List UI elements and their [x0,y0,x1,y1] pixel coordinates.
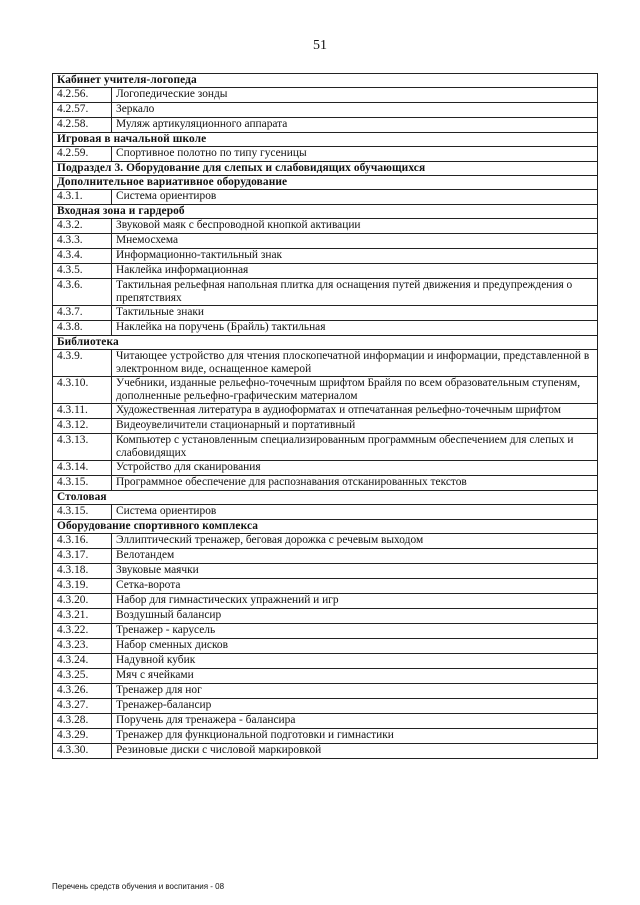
table-row [53,624,598,639]
item-description: Программное обеспечение для распознавания отсканированных текстов [112,476,598,491]
item-number: 4.3.9. [53,350,112,377]
item-number: 4.3.15. [53,476,112,491]
item-number: 4.3.1. [53,190,112,205]
item-number: 4.3.11. [53,404,112,419]
table-row [53,434,598,461]
item-description: Велотандем [112,549,598,564]
item-description: Наклейка информационная [112,264,598,279]
section-heading-row [53,205,598,219]
equipment-table-body [53,74,598,759]
item-number: 4.3.26. [53,684,112,699]
item-number: 4.3.21. [53,609,112,624]
item-description: Компьютер с установленным специализированным программным обеспечением для слепых и слабовидящих [112,434,598,461]
item-number: 4.3.5. [53,264,112,279]
item-number: 4.3.20. [53,594,112,609]
table-row [53,729,598,744]
item-number: 4.3.24. [53,654,112,669]
page-footer: Перечень средств обучения и воспитания - 08 [52,882,225,891]
section-heading: Входная зона и гардероб [53,205,598,219]
item-description: Видеоувеличители стационарный и портативный [112,419,598,434]
table-row [53,654,598,669]
table-row [53,234,598,249]
item-description: Учебники, изданные рельефно-точечным шрифтом Брайля по всем образовательным ступеням, дополненные рельефно-графическим материалом [112,377,598,404]
section-heading: Игровая в начальной школе [53,133,598,147]
item-description: Художественная литература в аудиоформатах и отпечатанная рельефно-точечным шрифтом [112,404,598,419]
item-description: Тренажер - карусель [112,624,598,639]
item-description: Мяч с ячейками [112,669,598,684]
table-row [53,404,598,419]
table-row [53,609,598,624]
item-number: 4.3.22. [53,624,112,639]
item-number: 4.2.59. [53,147,112,162]
section-heading: Кабинет учителя-логопеда [53,74,598,88]
item-number: 4.3.18. [53,564,112,579]
item-description: Звуковые маячки [112,564,598,579]
item-number: 4.3.16. [53,534,112,549]
item-number: 4.3.7. [53,306,112,321]
item-number: 4.2.56. [53,88,112,103]
table-row [53,377,598,404]
table-row [53,306,598,321]
section-heading-row [53,176,598,190]
item-description: Тренажер для функциональной подготовки и гимнастики [112,729,598,744]
item-description: Информационно-тактильный знак [112,249,598,264]
item-description: Тактильная рельефная напольная плитка для оснащения путей движения и предупреждения о препятствиях [112,279,598,306]
item-number: 4.3.10. [53,377,112,404]
item-number: 4.2.57. [53,103,112,118]
item-number: 4.3.25. [53,669,112,684]
item-number: 4.3.4. [53,249,112,264]
item-number: 4.3.29. [53,729,112,744]
item-description: Логопедические зонды [112,88,598,103]
item-number: 4.3.6. [53,279,112,306]
table-row [53,534,598,549]
section-heading-row [53,520,598,534]
item-number: 4.3.12. [53,419,112,434]
table-row [53,505,598,520]
item-description: Тренажер для ног [112,684,598,699]
table-row [53,579,598,594]
item-description: Наклейка на поручень (Брайль) тактильная [112,321,598,336]
section-heading-row [53,491,598,505]
section-heading-row [53,74,598,88]
table-row [53,684,598,699]
table-row [53,249,598,264]
item-number: 4.2.58. [53,118,112,133]
section-heading: Дополнительное вариативное оборудование [53,176,598,190]
page-number: 51 [313,38,327,53]
table-row [53,350,598,377]
item-description: Система ориентиров [112,190,598,205]
table-row [53,147,598,162]
section-heading-row [53,336,598,350]
item-description: Набор для гимнастических упражнений и игр [112,594,598,609]
table-row [53,594,598,609]
item-description: Звуковой маяк с беспроводной кнопкой активации [112,219,598,234]
item-description: Муляж артикуляционного аппарата [112,118,598,133]
item-description: Тактильные знаки [112,306,598,321]
item-description: Воздушный балансир [112,609,598,624]
section-heading: Библиотека [53,336,598,350]
item-description: Надувной кубик [112,654,598,669]
item-number: 4.3.28. [53,714,112,729]
table-row [53,103,598,118]
table-row [53,639,598,654]
item-description: Тренажер-балансир [112,699,598,714]
table-row [53,744,598,759]
item-number: 4.3.19. [53,579,112,594]
item-number: 4.3.30. [53,744,112,759]
item-description: Резиновые диски с числовой маркировкой [112,744,598,759]
item-description: Зеркало [112,103,598,118]
table-row [53,219,598,234]
table-row [53,419,598,434]
table-row [53,461,598,476]
table-row [53,669,598,684]
table-row [53,279,598,306]
section-heading: Столовая [53,491,598,505]
table-row [53,264,598,279]
item-description: Набор сменных дисков [112,639,598,654]
section-heading: Подраздел 3. Оборудование для слепых и слабовидящих обучающихся [53,162,598,176]
table-row [53,190,598,205]
table-row [53,321,598,336]
item-number: 4.3.17. [53,549,112,564]
item-number: 4.3.3. [53,234,112,249]
item-number: 4.3.14. [53,461,112,476]
item-description: Эллиптический тренажер, беговая дорожка с речевым выходом [112,534,598,549]
item-description: Читающее устройство для чтения плоскопечатной информации и информации, представленной в электронном виде, оснащенное камерой [112,350,598,377]
item-description: Мнемосхема [112,234,598,249]
table-row [53,118,598,133]
item-description: Система ориентиров [112,505,598,520]
item-number: 4.3.8. [53,321,112,336]
item-number: 4.3.2. [53,219,112,234]
table-row [53,564,598,579]
item-description: Спортивное полотно по типу гусеницы [112,147,598,162]
item-description: Устройство для сканирования [112,461,598,476]
section-heading: Оборудование спортивного комплекса [53,520,598,534]
item-number: 4.3.15. [53,505,112,520]
equipment-table [52,73,598,759]
item-number: 4.3.13. [53,434,112,461]
table-row [53,88,598,103]
table-row [53,476,598,491]
item-description: Сетка-ворота [112,579,598,594]
table-row [53,549,598,564]
table-row [53,699,598,714]
item-number: 4.3.23. [53,639,112,654]
section-heading-row [53,133,598,147]
section-heading-row [53,162,598,176]
item-number: 4.3.27. [53,699,112,714]
table-row [53,714,598,729]
item-description: Поручень для тренажера - балансира [112,714,598,729]
